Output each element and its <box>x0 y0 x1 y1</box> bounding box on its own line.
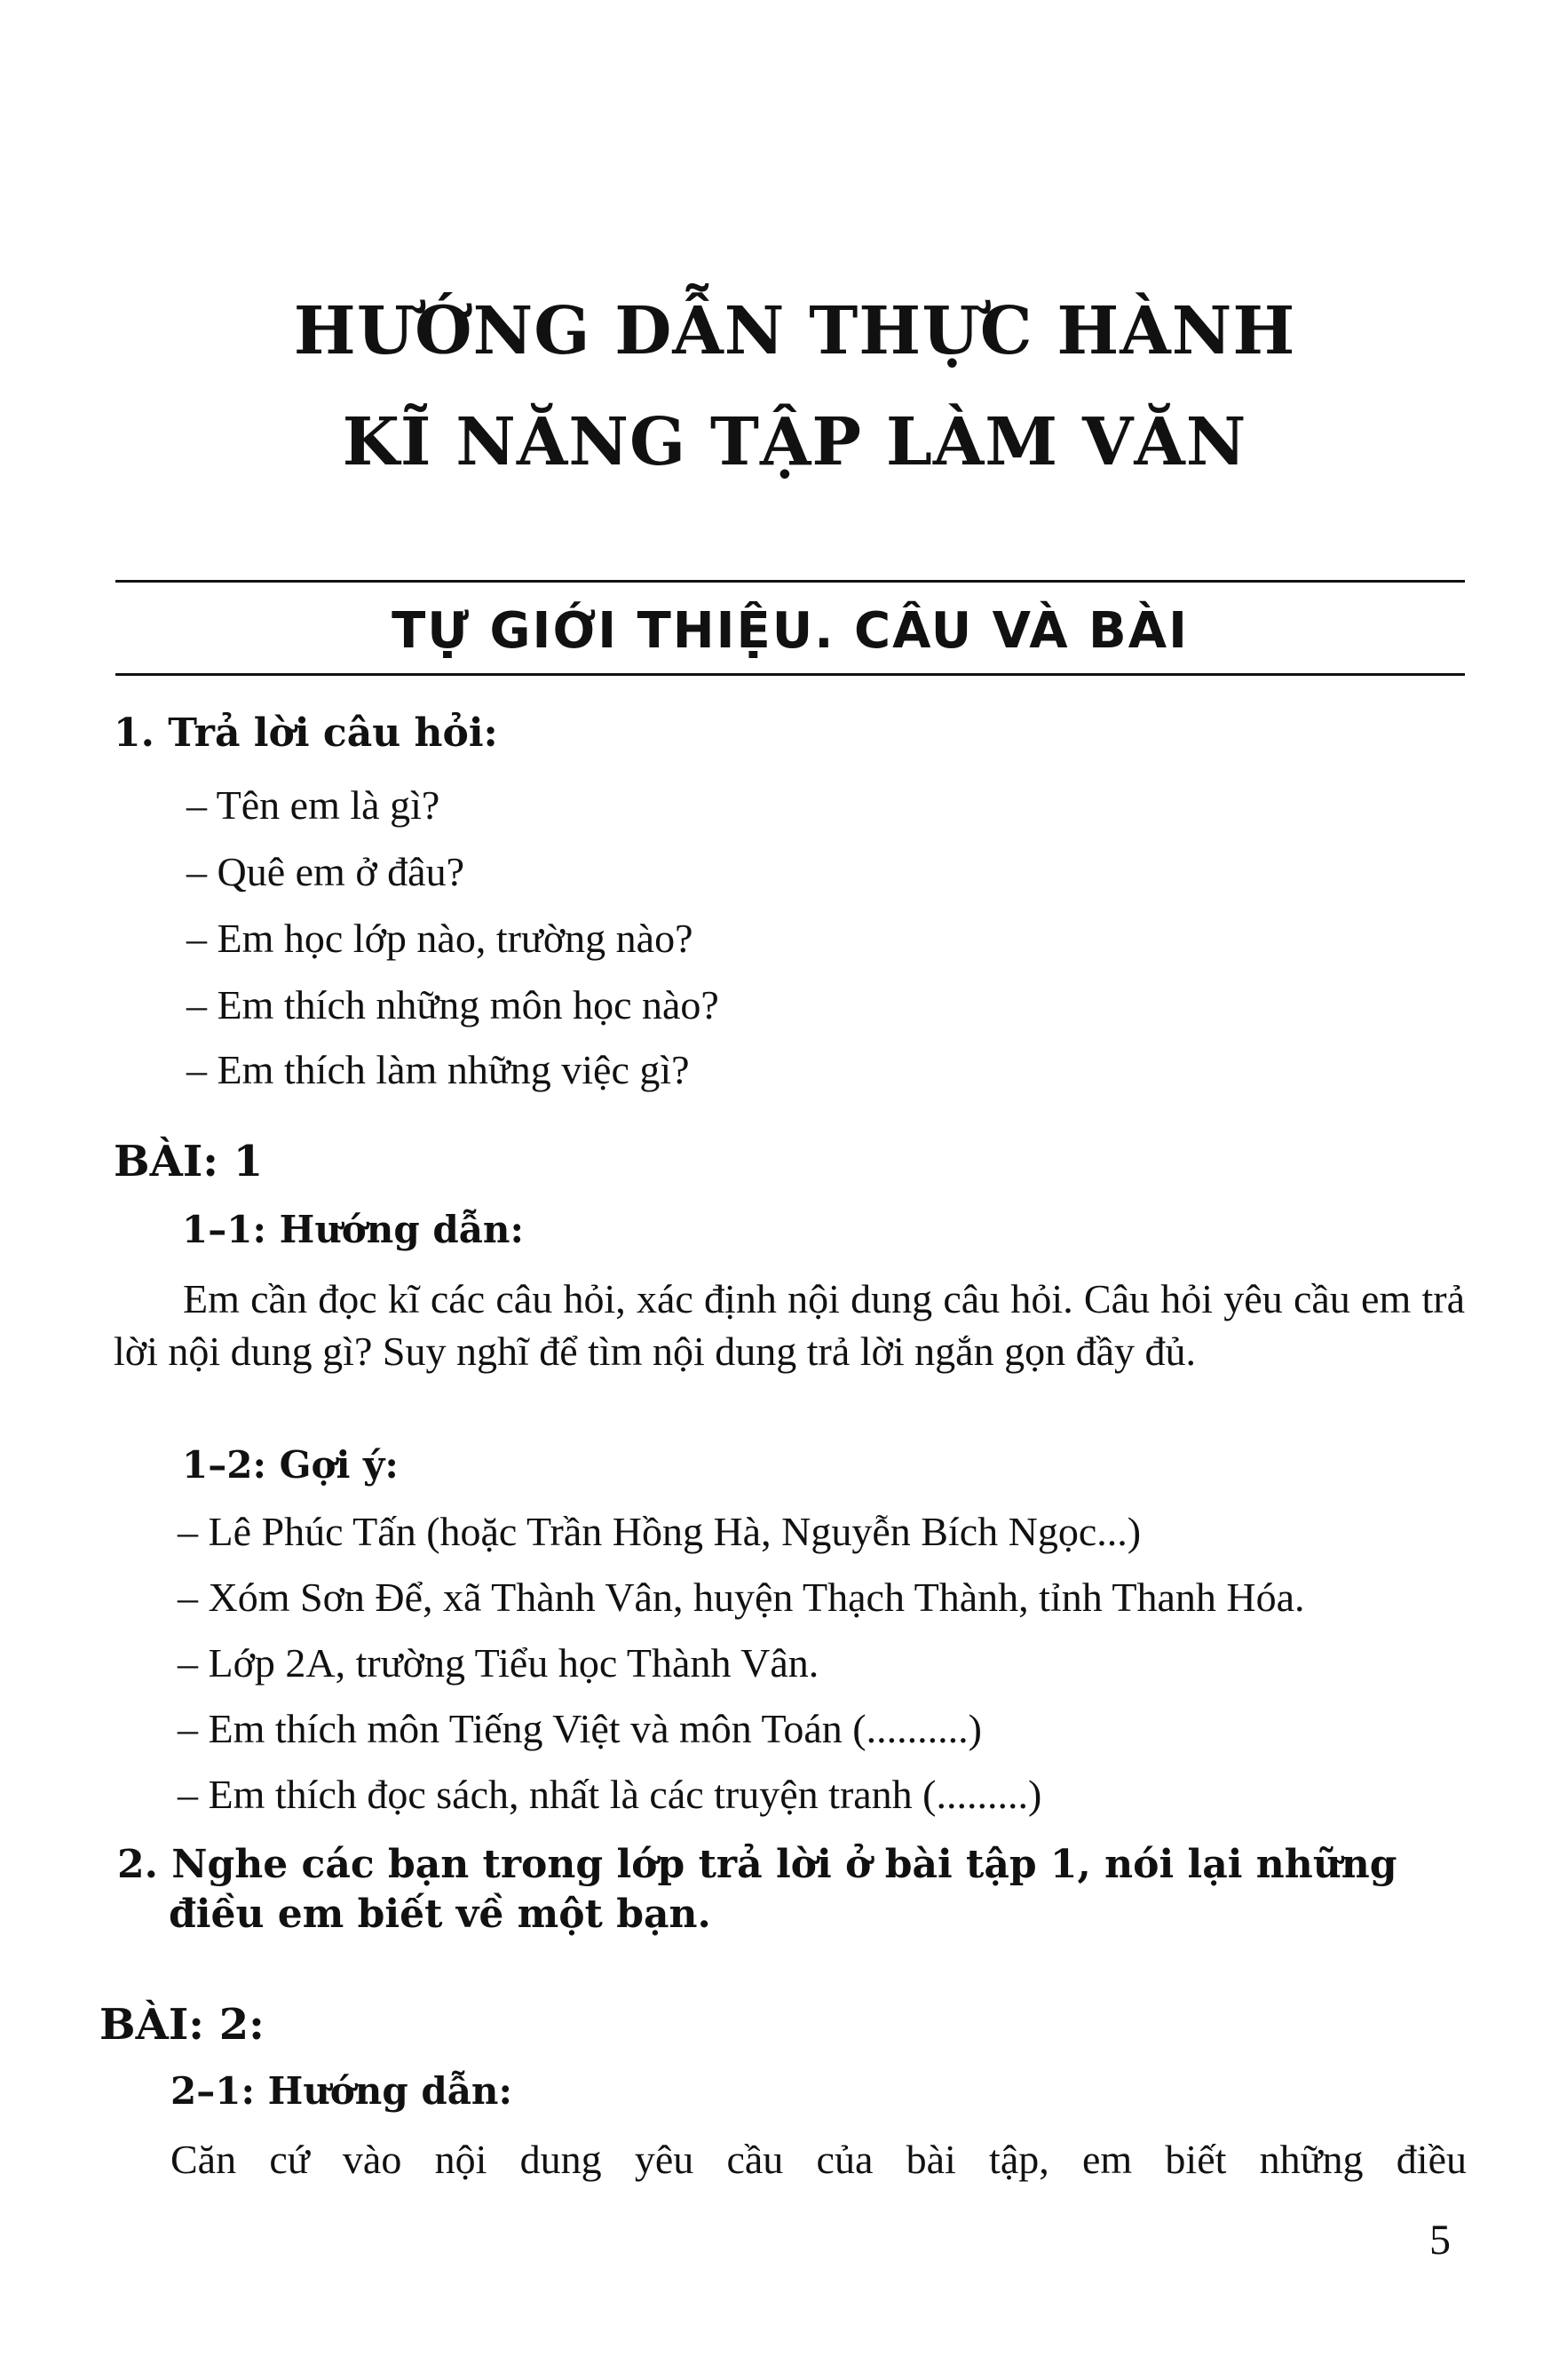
page-number: 5 <box>1429 2217 1451 2264</box>
question-item: – Quê em ở đâu? <box>186 849 464 894</box>
bai-2-guide-text: Căn cứ vào nội dung yêu cầu của bài tập, em biết những điều <box>170 2137 1467 2182</box>
hint-item: – Lớp 2A, trường Tiểu học Thành Vân. <box>178 1640 819 1686</box>
question-item: – Tên em là gì? <box>186 782 440 828</box>
bottom-divider <box>115 673 1465 676</box>
exercise-2-text: 2. Nghe các bạn trong lớp trả lời ở bài tập 1, nói lại những điều em biết về một bạn. <box>117 1842 1397 1937</box>
bai-1-guide-heading: 1–1: Hướng dẫn: <box>182 1208 524 1251</box>
bai-2-label: BÀI: 2: <box>99 2000 265 2050</box>
hint-item: – Xóm Sơn Để, xã Thành Vân, huyện Thạch Thành, tỉnh Thanh Hóa. <box>178 1575 1305 1620</box>
bai-1-label: BÀI: 1 <box>114 1137 264 1186</box>
section-title: TỰ GIỚI THIỆU. CÂU VÀ BÀI <box>392 602 1189 660</box>
question-item: – Em thích những môn học nào? <box>186 982 719 1027</box>
question-item: – Em thích làm những việc gì? <box>186 1047 690 1092</box>
exercise-1-heading: 1. Trả lời câu hỏi: <box>114 710 498 756</box>
bai-1-hint-heading: 1–2: Gợi ý: <box>182 1443 399 1487</box>
top-divider <box>115 580 1465 583</box>
hint-item: – Em thích đọc sách, nhất là các truyện tranh (.........) <box>178 1772 1042 1817</box>
bai-2-guide-heading: 2–1: Hướng dẫn: <box>170 2069 512 2113</box>
bai-1-guide-text: Em cần đọc kĩ các câu hỏi, xác định nội dung câu hỏi. Câu hỏi yêu cầu em trả lời nội dung gì? Suy nghĩ để tìm nội dung trả lời ngắn gọn đầy đủ. <box>114 1276 1465 1374</box>
page-title-line-1: HƯỚNG DẪN THỰC HÀNH <box>293 293 1296 369</box>
page-title-line-2: KĨ NĂNG TẬP LÀM VĂN <box>342 404 1247 480</box>
hint-item: – Lê Phúc Tấn (hoặc Trần Hồng Hà, Nguyễn Bích Ngọc...) <box>178 1509 1142 1554</box>
question-item: – Em học lớp nào, trường nào? <box>186 916 693 961</box>
hint-item: – Em thích môn Tiếng Việt và môn Toán (..........) <box>178 1706 982 1751</box>
